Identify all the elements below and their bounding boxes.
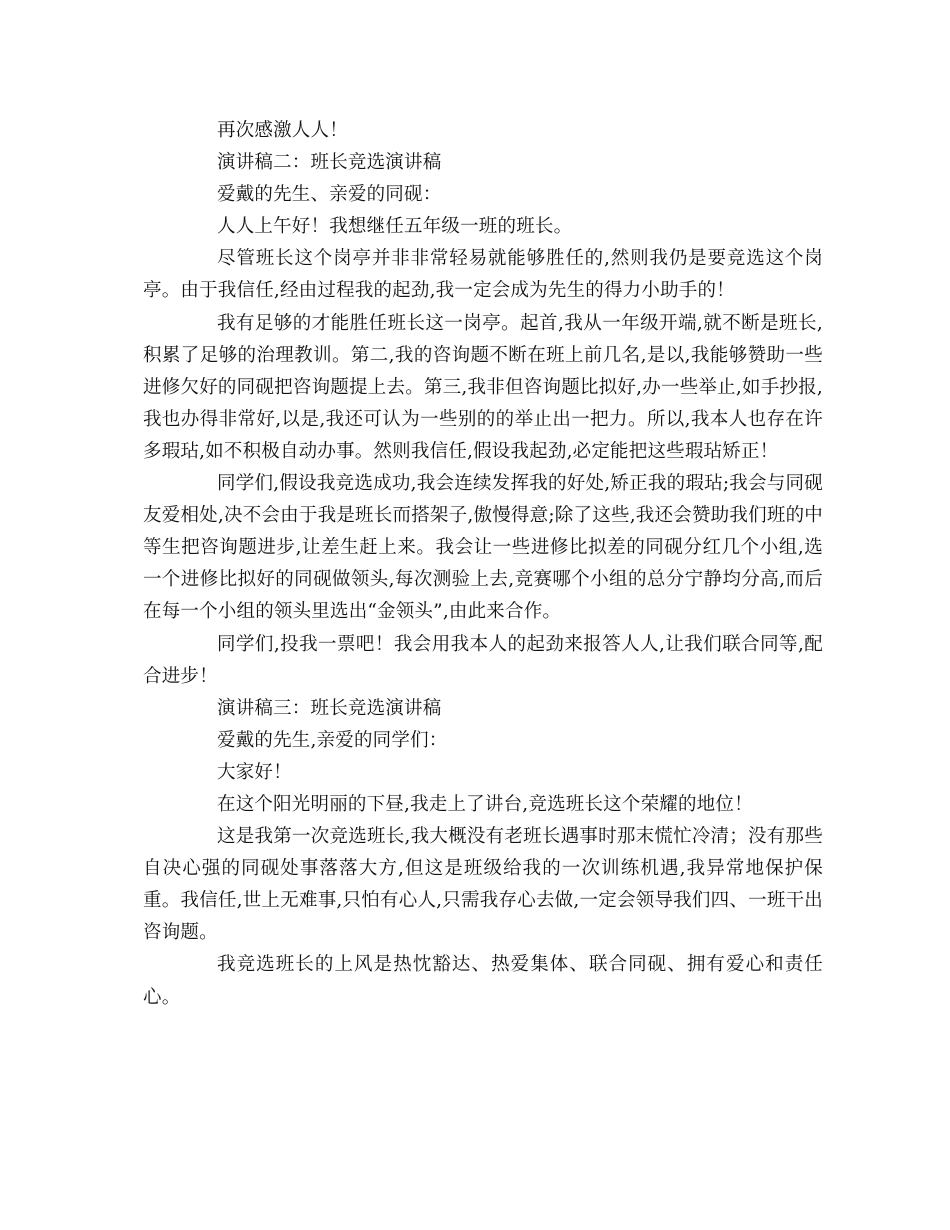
paragraph-strengths: 我竞选班长的上风是热忱豁达、热爱集体、联合同砚、拥有爱心和责任心。 [143,954,823,1008]
salutation-three: 爱戴的先生,亲爱的同学们： [217,729,448,751]
paragraph-intent: 尽管班长这个岗亭并非非常轻易就能够胜任的,然则我仍是要竞选这个岗亭。由于我信任,经由过程我的起劲,我一定会成为先生的得力小助手的！ [143,248,823,302]
paragraph-first-time: 这是我第一次竞选班长,我大概没有老班长遇事时那末慌忙冷清；没有那些自决心强的同砚处事落落大方,但这是班级给我的一次训练机遇,我异常地保护保重。我信任,世上无难事,只怕有心人,只需我存心去做,一定会领导我们四、一班干出咨询题。 [143,826,823,944]
paragraph-ability: 我有足够的才能胜任班长这一岗亭。起首,我从一年级开端,就不断是班长,积累了足够的治理教训。第二,我的咨询题不断在班上前几名,是以,我能够赞助一些进修欠好的同砚把咨询题提上去。第三,我非但咨询题比拟好,办一些举止,如手抄报,我也办得非常好,以是,我还可认为一些别的的举止出一把力。所以,我本人也存在许多瑕玷,如不积极自动办事。然则我信任,假设我起劲,必定能把这些瑕玷矫正！ [143,312,823,462]
paragraph-thanks: 再次感激人人！ [217,120,348,141]
salutation-two: 爱戴的先生、亲爱的同砚： [217,184,442,206]
paragraph-greeting: 人人上午好！我想继任五年级一班的班长。 [217,216,573,238]
paragraph-vote-appeal: 同学们,投我一票吧！我会用我本人的起劲来报答人人,让我们联合同等,配合进步！ [143,633,823,687]
document-page [143,115,823,1014]
heading-speech-two: 演讲稿二：班长竞选演讲稿 [217,152,442,174]
paragraph-hello: 大家好！ [217,761,292,783]
paragraph-promise: 同学们,假设我竞选成功,我会连续发挥我的好处,矫正我的瑕玷;我会与同砚友爱相处,决不会由于我是班长而搭架子,傲慢得意;除了这些,我还会赞助我们班的中等生把咨询题进步,让差生赶上来。我会让一些进修比拟差的同砚分红几个小组,选一个进修比拟好的同砚做领头,每次测验上去,竞赛哪个小组的总分宁静均分高,而后在每一个小组的领头里选出“金领头”,由此来合作。 [143,473,823,623]
heading-speech-three: 演讲稿三：班长竞选演讲稿 [217,697,442,719]
paragraph-afternoon: 在这个阳光明丽的下昼,我走上了讲台,竞选班长这个荣耀的地位！ [217,793,753,815]
